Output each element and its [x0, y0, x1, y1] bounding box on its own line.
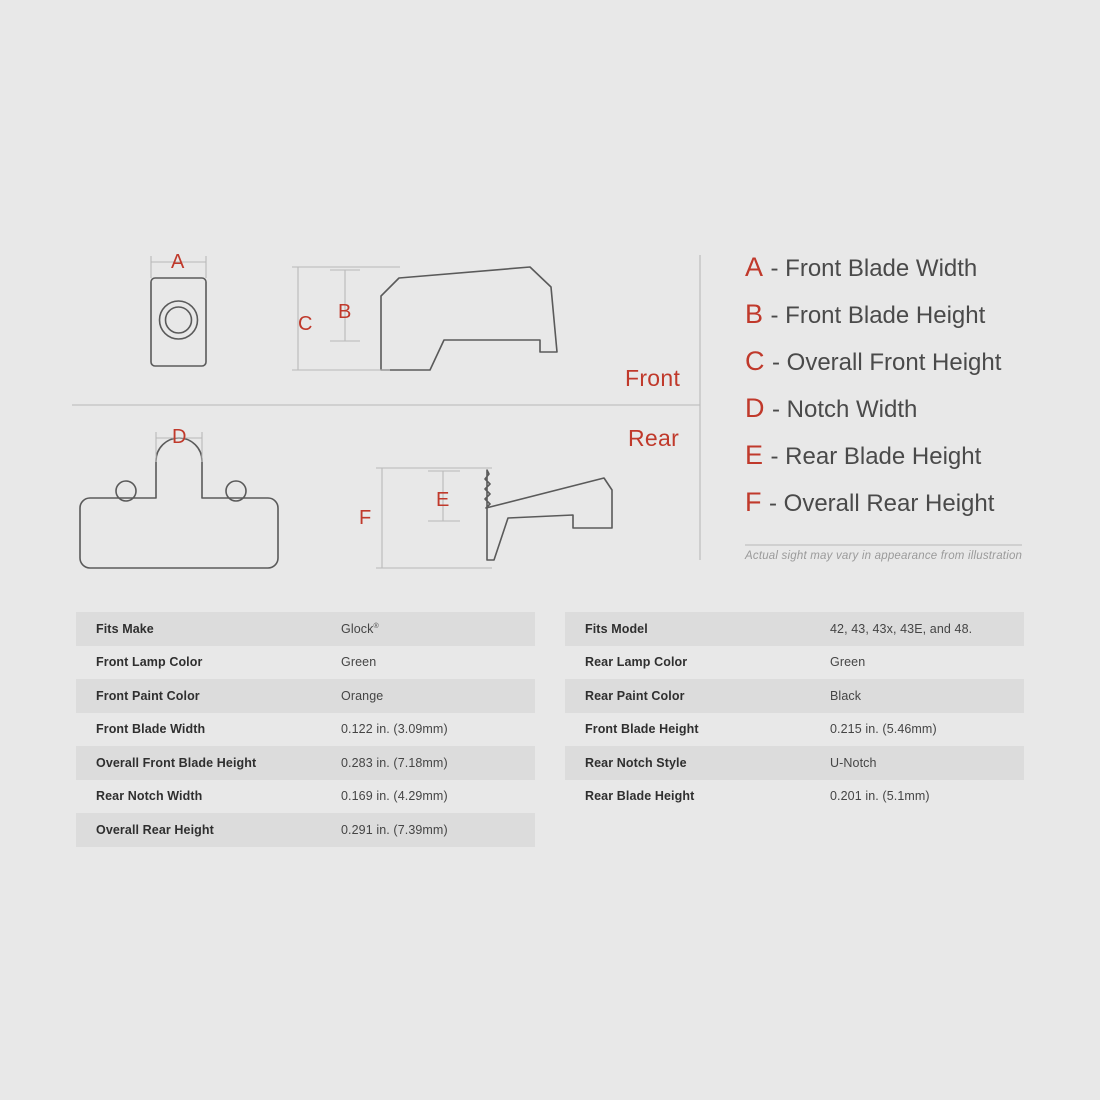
spec-row	[76, 780, 535, 814]
spec-row	[76, 713, 535, 747]
registered-mark: ®	[373, 622, 379, 630]
legend-label: - Front Blade Width	[770, 255, 978, 282]
spec-value: 42, 43, 43x, 43E, and 48.	[830, 621, 973, 636]
legend-letter: C	[745, 346, 765, 376]
spec-tables	[0, 612, 1100, 847]
legend-item	[745, 252, 1075, 299]
spec-row	[565, 780, 1024, 814]
spec-label: Front Paint Color	[96, 688, 200, 703]
front-sight-ring-inner	[166, 307, 192, 333]
spec-value: 0.291 in. (7.39mm)	[341, 822, 448, 837]
spec-label: Fits Make	[96, 621, 154, 636]
legend-item	[745, 487, 1075, 534]
callout-letter-c: C	[298, 313, 313, 335]
view-label-rear: Rear	[628, 425, 680, 451]
legend-item	[745, 299, 1075, 346]
spec-row	[76, 679, 535, 713]
spec-value: U-Notch	[830, 755, 877, 770]
legend-label: - Overall Rear Height	[769, 490, 995, 517]
spec-value-text: Glock	[341, 621, 374, 636]
spec-value: 0.169 in. (4.29mm)	[341, 789, 448, 804]
legend-item	[745, 440, 1075, 487]
spec-value: 0.122 in. (3.09mm)	[341, 722, 448, 737]
spec-value: Green	[830, 655, 866, 670]
spec-value: Green	[341, 655, 377, 670]
spec-label: Overall Front Blade Height	[96, 755, 257, 770]
legend-letter: F	[745, 487, 762, 517]
spec-value: 0.283 in. (7.18mm)	[341, 755, 448, 770]
spec-row	[565, 746, 1024, 780]
spec-row	[76, 813, 535, 847]
legend-label: - Front Blade Height	[770, 302, 986, 329]
legend-item	[745, 393, 1075, 440]
spec-table-right	[565, 612, 1024, 847]
disclaimer-text: Actual sight may vary in appearance from illustration	[745, 550, 1023, 562]
spec-label: Rear Blade Height	[585, 789, 695, 804]
legend	[745, 252, 1075, 562]
spec-label: Overall Rear Height	[96, 822, 214, 837]
spec-label: Front Blade Width	[96, 722, 206, 737]
legend-label: - Overall Front Height	[772, 349, 1002, 376]
spec-row	[76, 646, 535, 680]
spec-row	[565, 646, 1024, 680]
callout-letter-e: E	[436, 489, 450, 511]
spec-label: Rear Paint Color	[585, 688, 685, 703]
legend-label: - Notch Width	[772, 396, 918, 423]
callout-letter-d: D	[172, 426, 187, 448]
rear-sight-side-profile	[485, 470, 612, 560]
callout-letter-a: A	[171, 251, 185, 273]
callout-letter-b: B	[338, 301, 352, 323]
spec-label: Front Blade Height	[585, 722, 699, 737]
spec-row	[76, 612, 535, 646]
rear-sight-rear-view	[80, 438, 278, 568]
spec-table-left	[76, 612, 535, 847]
spec-value	[341, 622, 379, 636]
spec-value: Orange	[341, 688, 384, 703]
spec-label: Rear Notch Width	[96, 789, 203, 804]
spec-label: Front Lamp Color	[96, 655, 203, 670]
spec-label: Rear Notch Style	[585, 755, 687, 770]
spec-label: Rear Lamp Color	[585, 655, 688, 670]
spec-row	[76, 746, 535, 780]
legend-letter: E	[745, 440, 764, 470]
legend-letter: D	[745, 393, 765, 423]
legend-label: - Rear Blade Height	[770, 443, 982, 470]
spec-value: Black	[830, 688, 862, 703]
front-sight-side-profile	[381, 267, 557, 370]
view-label-front: Front	[625, 365, 681, 391]
legend-letter: B	[745, 299, 764, 329]
legend-letter: A	[745, 252, 764, 282]
spec-row	[565, 612, 1024, 646]
callout-letter-f: F	[359, 507, 372, 529]
spec-row	[565, 713, 1024, 747]
spec-label: Fits Model	[585, 621, 648, 636]
spec-value: 0.215 in. (5.46mm)	[830, 722, 937, 737]
spec-value: 0.201 in. (5.1mm)	[830, 789, 930, 804]
spec-row	[565, 679, 1024, 713]
legend-item	[745, 346, 1075, 393]
